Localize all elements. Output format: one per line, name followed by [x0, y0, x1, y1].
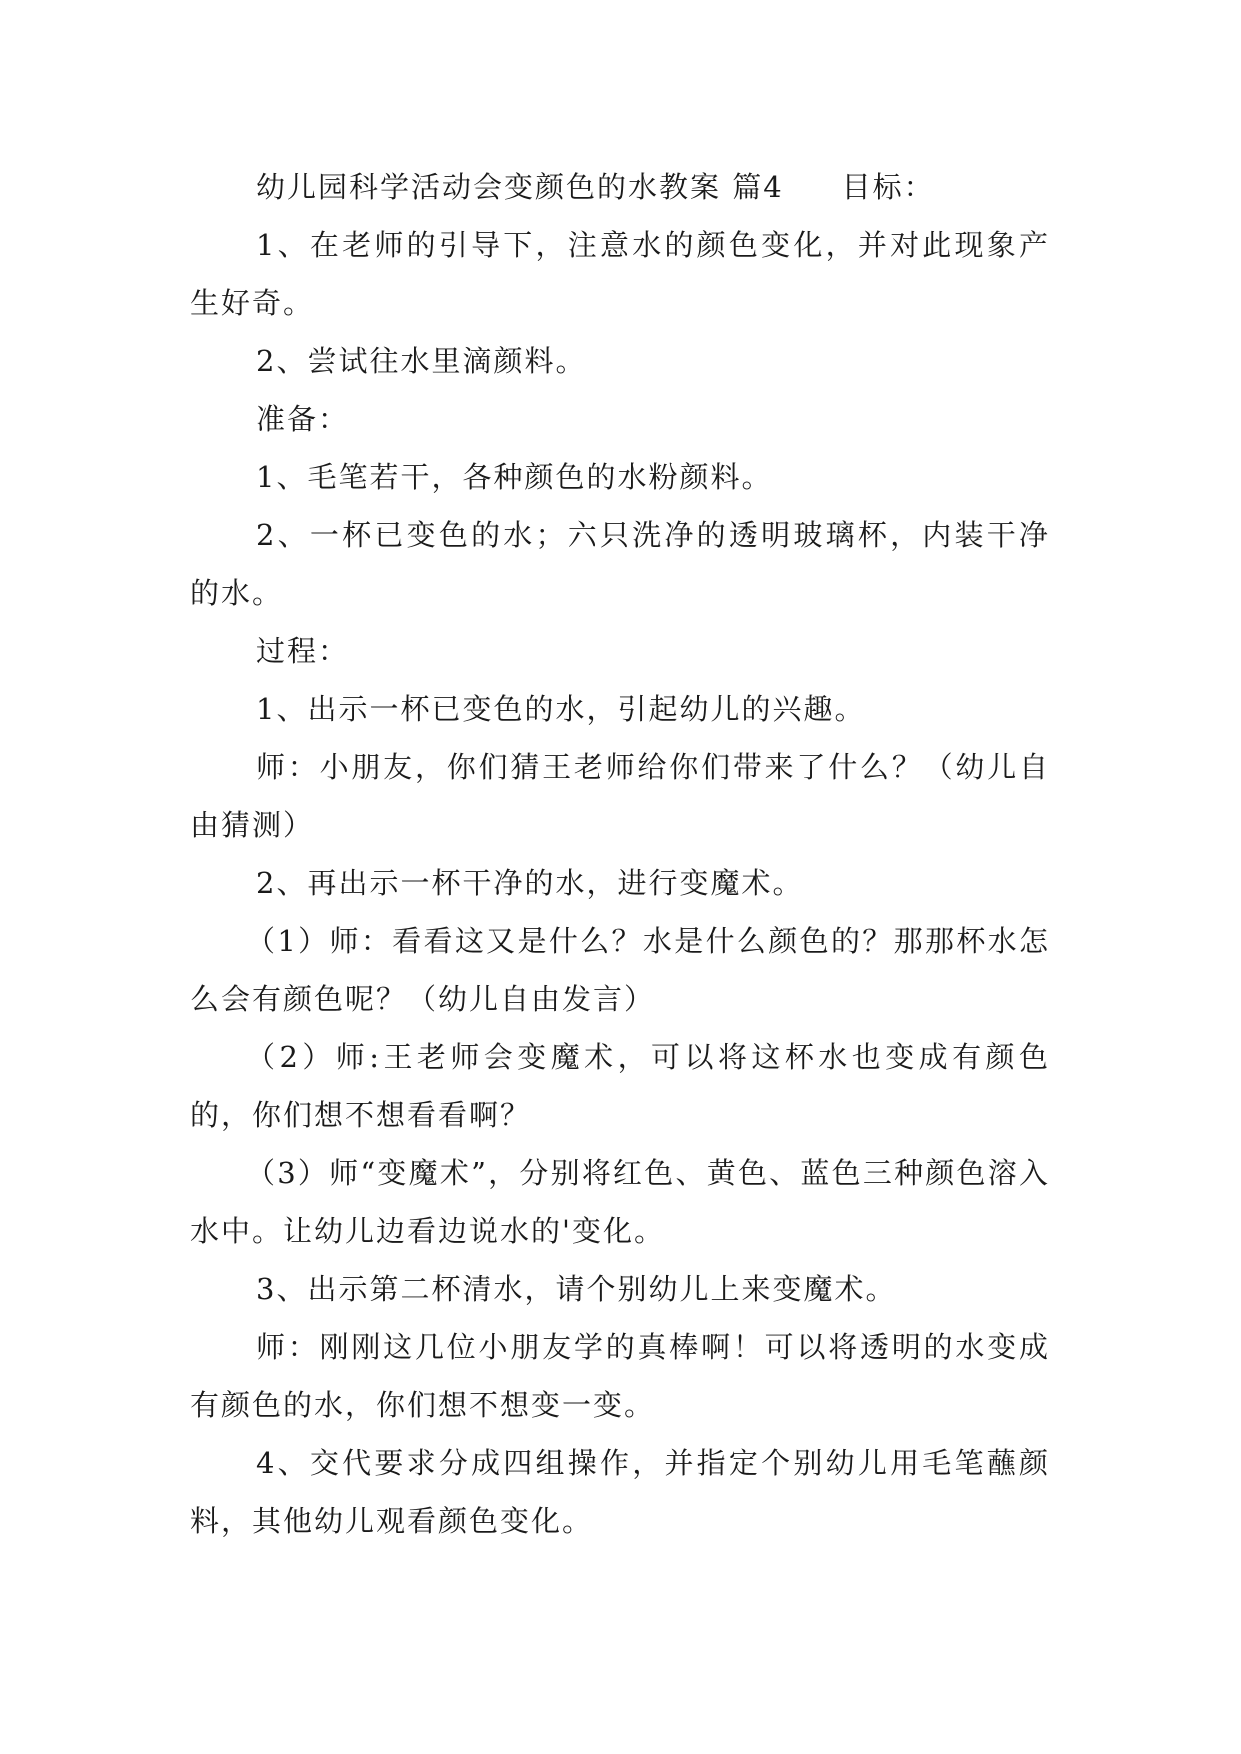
paragraph-process-2: 2、再出示一杯干净的水，进行变魔术。	[256, 866, 804, 900]
section-heading-preparation: 准备：	[256, 402, 350, 436]
section-heading-goals: 目标：	[841, 170, 935, 204]
document-body	[190, 158, 1050, 1550]
paragraph-process-3: 3、出示第二杯清水，请个别幼儿上来变魔术。	[256, 1272, 897, 1306]
paragraph-goal-1: 1、在老师的引导下，注意水的颜色变化，并对此现象产生好奇。	[190, 228, 1050, 320]
paragraph-teacher-2: 师：刚刚这几位小朋友学的真棒啊！可以将透明的水变成有颜色的水，你们想不想变一变。	[190, 1330, 1050, 1422]
paragraph-process-4: 4、交代要求分成四组操作，并指定个别幼儿用毛笔蘸颜料，其他幼儿观看颜色变化。	[190, 1446, 1050, 1538]
paragraph-sub-3: （3）师“变魔术”，分别将红色、黄色、蓝色三种颜色溶入水中。让幼儿边看边说水的'变化。	[190, 1156, 1050, 1248]
paragraph-process-1: 1、出示一杯已变色的水，引起幼儿的兴趣。	[256, 692, 866, 726]
paragraph-prep-1: 1、毛笔若干，各种颜色的水粉颜料。	[256, 460, 773, 494]
paragraph-sub-1: （1）师：看看这又是什么？水是什么颜色的？那那杯水怎么会有颜色呢？（幼儿自由发言）	[190, 924, 1050, 1016]
paragraph-teacher-1: 师：小朋友，你们猜王老师给你们带来了什么？（幼儿自由猜测）	[190, 750, 1050, 842]
title-line	[190, 158, 1050, 216]
paragraph-prep-2: 2、一杯已变色的水；六只洗净的透明玻璃杯，内装干净的水。	[190, 518, 1050, 610]
paragraph-sub-2: （2）师:王老师会变魔术，可以将这杯水也变成有颜色的，你们想不想看看啊？	[190, 1040, 1050, 1132]
document-title: 幼儿园科学活动会变颜色的水教案 篇4	[256, 170, 784, 204]
paragraph-goal-2: 2、尝试往水里滴颜料。	[256, 344, 587, 378]
section-heading-process: 过程：	[256, 634, 350, 668]
